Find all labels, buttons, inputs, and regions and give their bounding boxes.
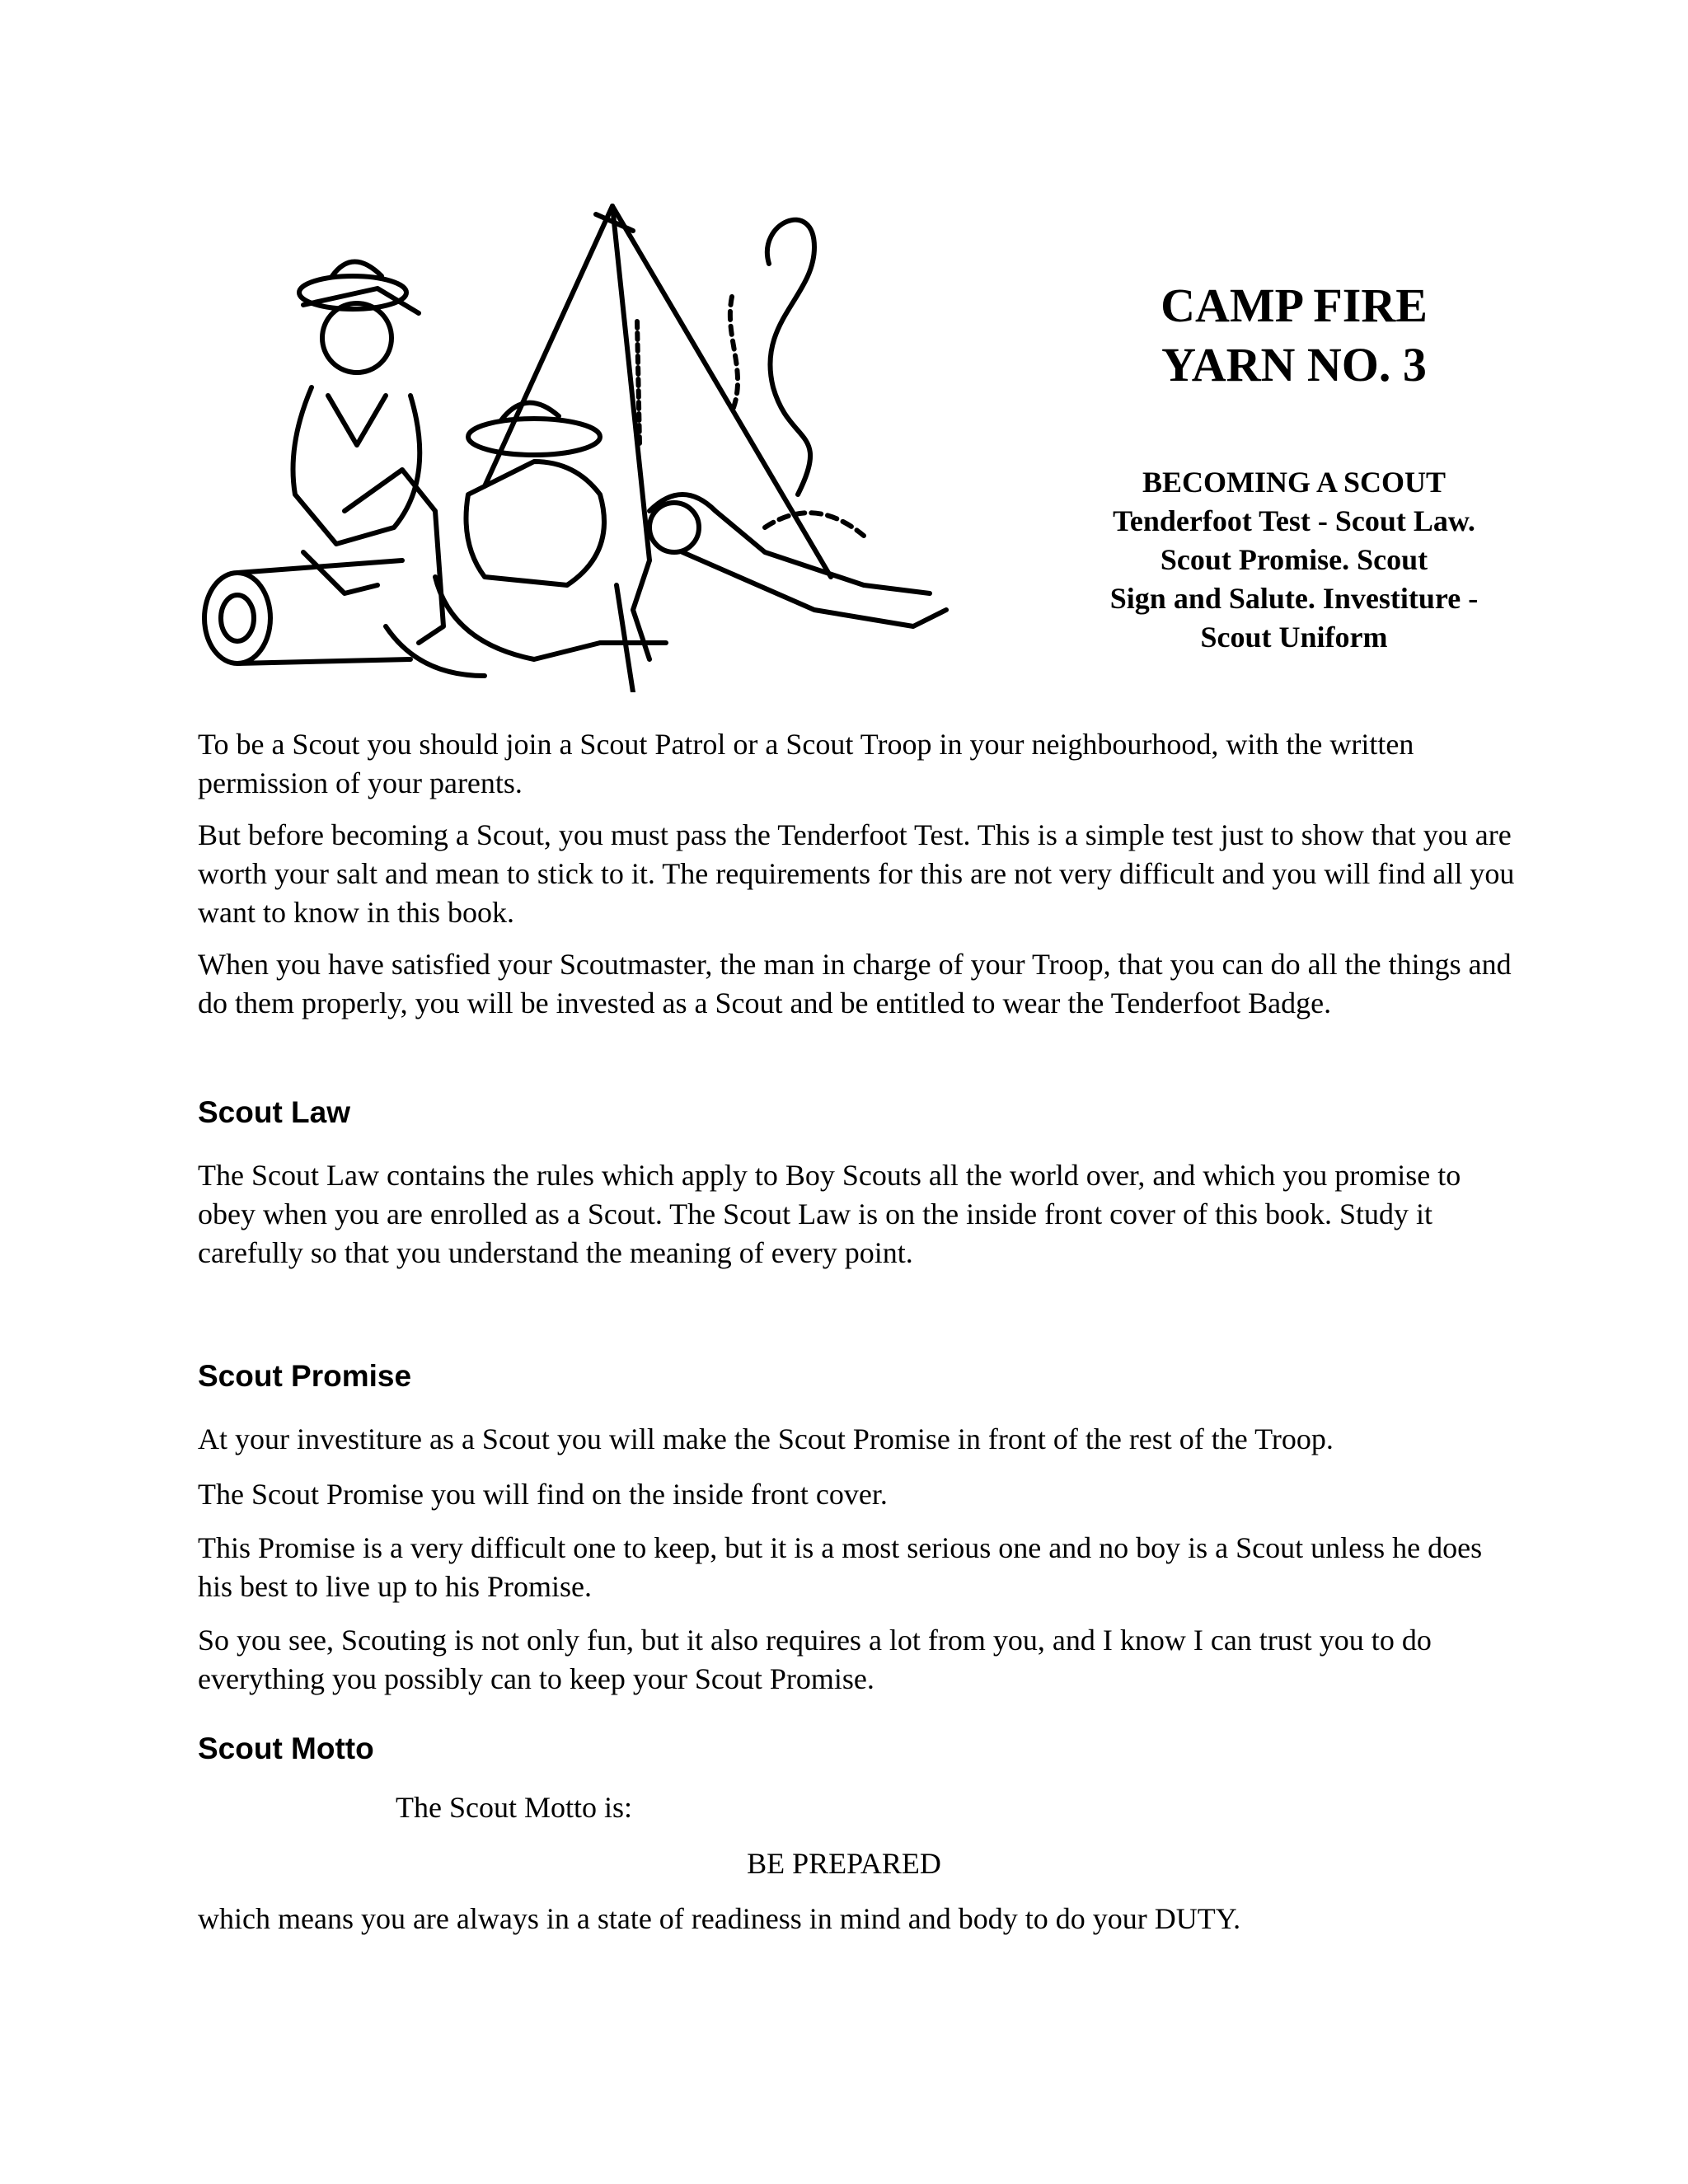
subtitle-line-2: Tenderfoot Test - Scout Law. bbox=[1113, 504, 1475, 537]
subtitle-line-1: BECOMING A SCOUT bbox=[1142, 466, 1447, 499]
subtitle-line-3: Scout Promise. Scout bbox=[1160, 543, 1428, 576]
page-title-line-2: YARN NO. 3 bbox=[1161, 338, 1427, 391]
subtitle-block bbox=[1045, 463, 1543, 657]
scout-motto-heading: Scout Motto bbox=[198, 1732, 374, 1765]
scout-law-heading: Scout Law bbox=[198, 1095, 351, 1129]
scout-motto-closing: which means you are always in a state of readiness in mind and body to do your DUTY. bbox=[198, 1902, 1241, 1935]
title-block bbox=[1063, 276, 1525, 395]
scout-motto-text: BE PREPARED bbox=[747, 1847, 941, 1880]
intro-paragraph-2: But before becoming a Scout, you must pass the Tenderfoot Test. This is a simple test just to show that you are worth your salt and mean to stick to it. The requirements for this are not very difficult and you will find all you want to know in this book. bbox=[198, 818, 1515, 929]
intro-paragraph-3: When you have satisfied your Scoutmaster, the man in charge of your Troop, that you can do all the things and do them properly, you will be invested as a Scout and be entitled to wear the Tenderfoot Badge. bbox=[198, 948, 1512, 1019]
page-title-line-1: CAMP FIRE bbox=[1160, 279, 1428, 332]
scout-motto-intro: The Scout Motto is: bbox=[396, 1791, 632, 1824]
scout-promise-heading: Scout Promise bbox=[198, 1359, 412, 1393]
campfire-illustration bbox=[188, 198, 1045, 692]
subtitle-line-4: Sign and Salute. Investiture - bbox=[1109, 582, 1479, 615]
scout-promise-paragraph-4: So you see, Scouting is not only fun, but it also requires a lot from you, and I know I can trust you to do everything you possibly can to keep your Scout Promise. bbox=[198, 1624, 1432, 1695]
scout-promise-paragraph-3: This Promise is a very difficult one to keep, but it is a most serious one and no boy is a Scout unless he does his best to live up to his Promise. bbox=[198, 1531, 1483, 1603]
scout-promise-paragraph-1: At your investiture as a Scout you will make the Scout Promise in front of the rest of the Troop. bbox=[198, 1422, 1334, 1455]
subtitle-line-5: Scout Uniform bbox=[1200, 621, 1388, 654]
scout-law-paragraph: The Scout Law contains the rules which apply to Boy Scouts all the world over, and which you promise to obey when you are enrolled as a Scout. The Scout Law is on the inside front cover of this book. Study it carefully so that you understand the meaning of every point. bbox=[198, 1159, 1461, 1269]
scout-promise-paragraph-2: The Scout Promise you will find on the inside front cover. bbox=[198, 1478, 888, 1511]
intro-paragraph-1: To be a Scout you should join a Scout Patrol or a Scout Troop in your neighbourhood, with the written permission of your parents. bbox=[198, 728, 1414, 799]
